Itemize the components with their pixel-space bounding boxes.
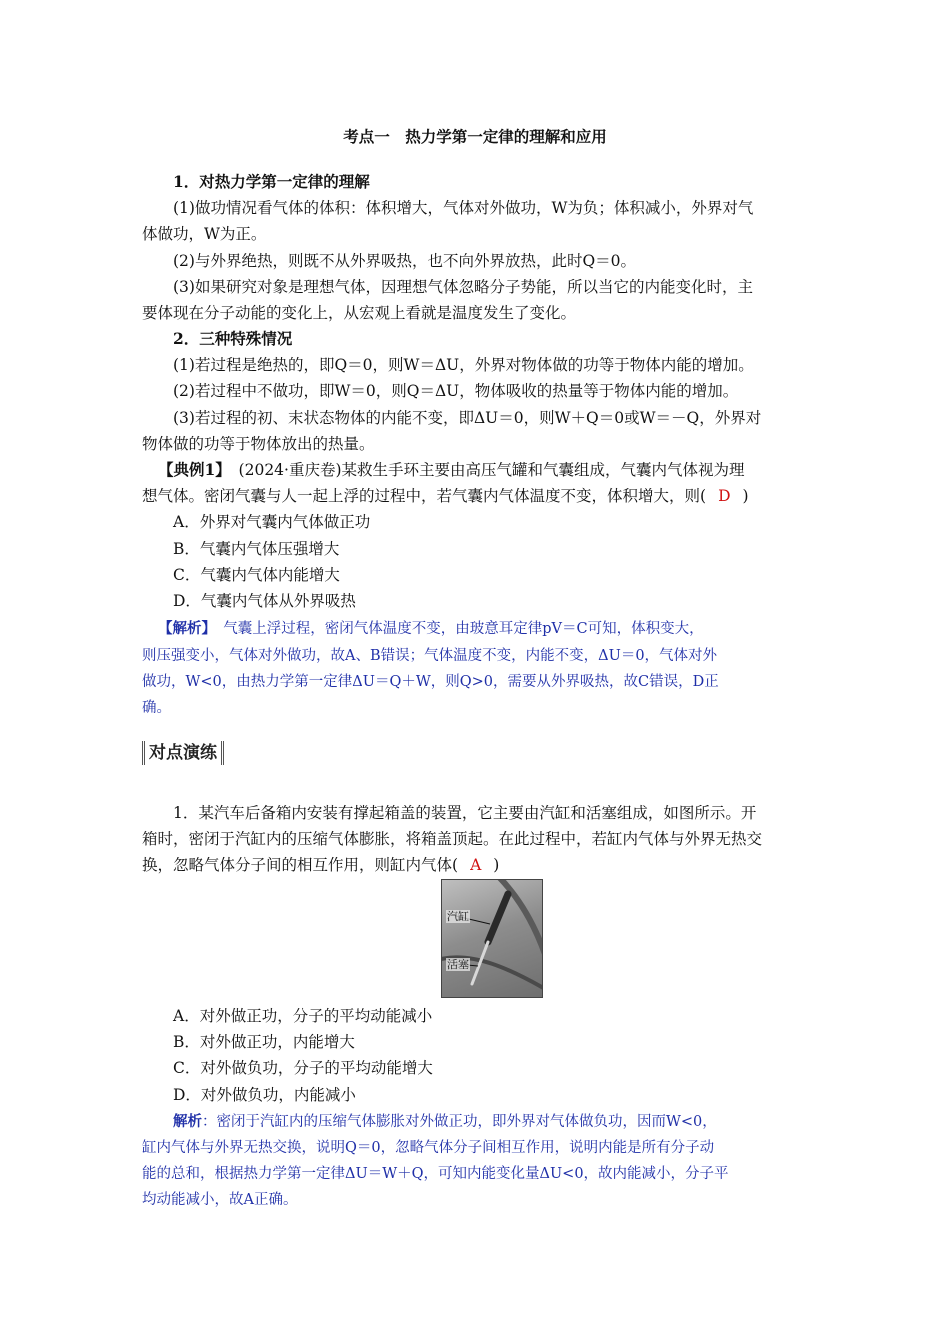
paragraph: (3)如果研究对象是理想气体，因理想气体忽略分子势能，所以当它的内能变化时，主 [173,278,753,296]
figure-label-cylinder: 汽缸 [447,910,469,923]
exercise-analysis: 缸内气体与外界无热交换，说明Q＝0，忽略气体分子间相互作用，说明内能是所有分子动 [142,1140,715,1156]
example-analysis: 【解析】 气囊上浮过程，密闭气体温度不变，由玻意耳定律pV＝C可知，体积变大， [158,620,704,637]
section-1-heading: 1．对热力学第一定律的理解 [173,172,370,191]
strut-drawing [442,880,542,997]
example-question-line: 想气体。密闭气囊与人一起上浮的过程中，若气囊内气体温度不变，体积增大，则( D ) [142,487,749,505]
section-label: 对点演练 [142,741,224,765]
exercise-answer: A [470,856,482,874]
example-analysis: 做功，W<0，由热力学第一定律ΔU＝Q＋W，则Q>0，需要从外界吸热，故C错误，D正 [142,674,719,690]
paragraph: 物体做的功等于物体放出的热量。 [142,435,375,453]
exercise-analysis: 能的总和，根据热力学第一定律ΔU＝W＋Q，可知内能变化量ΔU<0，故内能减小，分子平 [142,1166,729,1182]
option: D．气囊内气体从外界吸热 [173,592,356,610]
option: C．对外做负功，分子的平均动能增大 [173,1059,433,1077]
paragraph: 体做功，W为正。 [142,225,267,243]
example-tag: 【典例1】 [158,460,224,479]
option: D．对外做负功，内能减小 [173,1086,356,1104]
exercise-analysis: 解析：密闭于汽缸内的压缩气体膨胀对外做正功，即外界对气体做负功，因而W<0， [173,1113,717,1130]
paragraph: (2)与外界绝热，则既不从外界吸热，也不向外界放热，此时Q＝0。 [173,252,637,270]
page-title: 考点一 热力学第一定律的理解和应用 [343,127,607,146]
paragraph: (1)若过程是绝热的，即Q＝0，则W＝ΔU，外界对物体做的功等于物体内能的增加。 [173,356,754,374]
exercise-question-line: 换，忽略气体分子间的相互作用，则缸内气体( A ) [142,856,500,874]
option: A．对外做正功，分子的平均动能减小 [173,1007,433,1025]
analysis-tag: 解析 [173,1113,202,1130]
option: B．对外做正功，内能增大 [173,1033,355,1051]
paragraph: (3)若过程的初、末状态物体的内能不变，即ΔU＝0，则W＋Q＝0或W＝－Q，外界对 [173,409,762,427]
example-analysis: 则压强变小，气体对外做功，故A、B错误；气体温度不变，内能不变，ΔU＝0，气体对外 [142,648,718,664]
section-2-heading: 2．三种特殊情况 [173,329,293,348]
paragraph: (2)若过程中不做功，即W＝0，则Q＝ΔU，物体吸收的热量等于物体内能的增加。 [173,382,739,400]
paragraph: (1)做功情况看气体的体积：体积增大，气体对外做功，W为负；体积减小，外界对气 [173,199,754,217]
exercise-question-line: 1．某汽车后备箱内安装有撑起箱盖的装置，它主要由汽缸和活塞组成，如图所示。开 [173,804,757,822]
exercise-analysis: 均动能减小，故A正确。 [142,1192,298,1208]
example-question-line: 【典例1】 (2024·重庆卷)某救生手环主要由高压气罐和气囊组成，气囊内气体视为理 [158,460,745,479]
figure-label-piston: 活塞 [447,958,469,971]
exercise-question-line: 箱时，密闭于汽缸内的压缩气体膨胀，将箱盖顶起。在此过程中，若缸内气体与外界无热交 [142,830,763,848]
analysis-tag: 【解析】 [158,620,209,637]
figure-photo [441,879,543,998]
option: A．外界对气囊内气体做正功 [173,513,371,531]
option: C．气囊内气体内能增大 [173,566,340,584]
example-analysis: 确。 [142,700,171,716]
option: B．气囊内气体压强增大 [173,540,340,558]
paragraph: 要体现在分子动能的变化上，从宏观上看就是温度发生了变化。 [142,304,577,322]
example-answer: D [718,487,731,505]
